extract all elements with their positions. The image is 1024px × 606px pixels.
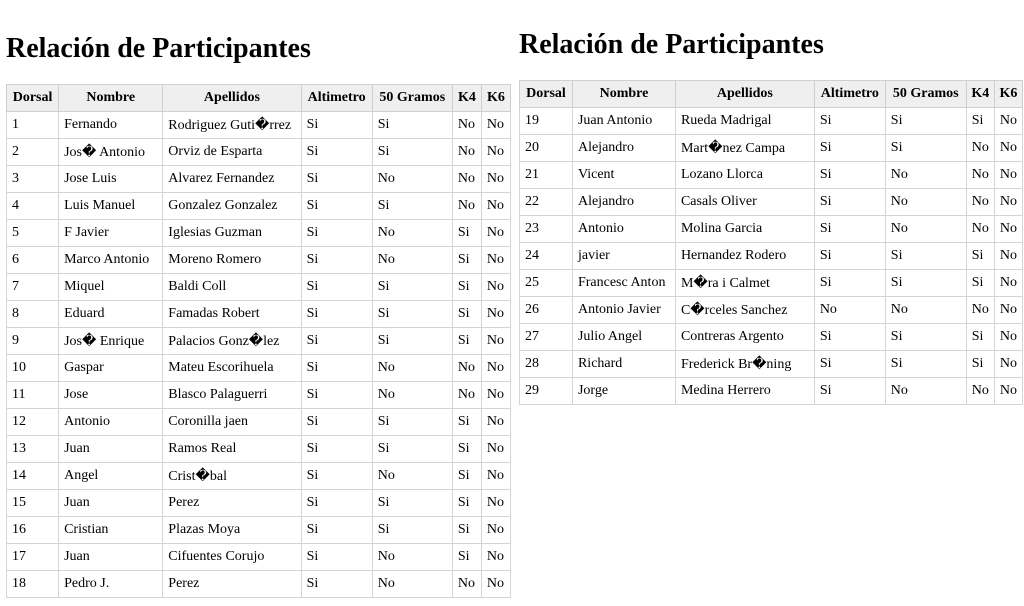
participants-panel-right	[519, 0, 1023, 405]
header-50-gramos: 50 Gramos	[885, 81, 966, 108]
cell-50-gramos: No	[885, 189, 966, 216]
cell-k6: No	[994, 135, 1022, 162]
cell-apellidos: Baldi Coll	[163, 274, 301, 301]
cell-altimetro: Si	[301, 355, 372, 382]
cell-nombre: Julio Angel	[572, 324, 675, 351]
cell-k4: Si	[452, 247, 481, 274]
cell-dorsal: 15	[7, 490, 59, 517]
cell-k4: Si	[452, 220, 481, 247]
cell-apellidos: Molina Garcia	[675, 216, 814, 243]
cell-dorsal: 13	[7, 436, 59, 463]
cell-50-gramos: No	[372, 382, 452, 409]
table-row	[7, 382, 511, 409]
table-row	[7, 166, 511, 193]
cell-nombre: Jose Luis	[59, 166, 163, 193]
cell-nombre: Richard	[572, 351, 675, 378]
table-row	[7, 517, 511, 544]
cell-50-gramos: No	[372, 166, 452, 193]
cell-dorsal: 9	[7, 328, 59, 355]
cell-k4: No	[452, 139, 481, 166]
cell-k6: No	[481, 166, 510, 193]
header-nombre: Nombre	[572, 81, 675, 108]
cell-k4: No	[966, 135, 994, 162]
cell-50-gramos: Si	[885, 324, 966, 351]
cell-dorsal: 27	[520, 324, 573, 351]
header-apellidos: Apellidos	[675, 81, 814, 108]
cell-k6: No	[994, 243, 1022, 270]
cell-k6: No	[994, 297, 1022, 324]
cell-altimetro: Si	[814, 243, 885, 270]
cell-nombre: Vicent	[572, 162, 675, 189]
cell-altimetro: Si	[301, 382, 372, 409]
cell-nombre: Gaspar	[59, 355, 163, 382]
cell-k6: No	[481, 220, 510, 247]
cell-altimetro: No	[814, 297, 885, 324]
table-row	[7, 112, 511, 139]
cell-50-gramos: Si	[372, 139, 452, 166]
cell-k4: Si	[452, 274, 481, 301]
table-row	[7, 436, 511, 463]
header-dorsal: Dorsal	[520, 81, 573, 108]
table-body	[7, 112, 511, 598]
cell-apellidos: Palacios Gonz�lez	[163, 328, 301, 355]
table-header-row	[7, 85, 511, 112]
cell-50-gramos: Si	[372, 301, 452, 328]
table-row	[520, 324, 1023, 351]
cell-dorsal: 3	[7, 166, 59, 193]
header-altimetro: Altimetro	[301, 85, 372, 112]
table-row	[7, 355, 511, 382]
cell-dorsal: 28	[520, 351, 573, 378]
cell-apellidos: Ramos Real	[163, 436, 301, 463]
table-row	[7, 301, 511, 328]
cell-k6: No	[994, 108, 1022, 135]
cell-altimetro: Si	[301, 247, 372, 274]
cell-altimetro: Si	[301, 463, 372, 490]
cell-apellidos: C�rceles Sanchez	[675, 297, 814, 324]
cell-apellidos: Lozano Llorca	[675, 162, 814, 189]
cell-apellidos: M�ra i Calmet	[675, 270, 814, 297]
table-row	[520, 216, 1023, 243]
cell-altimetro: Si	[301, 193, 372, 220]
cell-altimetro: Si	[814, 324, 885, 351]
cell-nombre: javier	[572, 243, 675, 270]
cell-nombre: Juan	[59, 490, 163, 517]
table-row	[7, 544, 511, 571]
cell-altimetro: Si	[814, 162, 885, 189]
cell-k4: Si	[452, 409, 481, 436]
cell-altimetro: Si	[814, 216, 885, 243]
cell-k4: No	[966, 297, 994, 324]
cell-dorsal: 26	[520, 297, 573, 324]
table-header-row	[520, 81, 1023, 108]
cell-altimetro: Si	[814, 189, 885, 216]
cell-dorsal: 12	[7, 409, 59, 436]
cell-k6: No	[994, 162, 1022, 189]
cell-altimetro: Si	[301, 571, 372, 598]
cell-dorsal: 16	[7, 517, 59, 544]
cell-k6: No	[481, 301, 510, 328]
cell-apellidos: Perez	[163, 571, 301, 598]
cell-altimetro: Si	[814, 378, 885, 405]
cell-altimetro: Si	[301, 112, 372, 139]
table-row	[7, 328, 511, 355]
cell-apellidos: Mart�nez Campa	[675, 135, 814, 162]
cell-50-gramos: No	[372, 544, 452, 571]
header-k6: K6	[994, 81, 1022, 108]
cell-apellidos: Plazas Moya	[163, 517, 301, 544]
cell-nombre: F Javier	[59, 220, 163, 247]
cell-50-gramos: Si	[372, 193, 452, 220]
table-row	[7, 463, 511, 490]
cell-altimetro: Si	[814, 270, 885, 297]
cell-k6: No	[481, 328, 510, 355]
cell-altimetro: Si	[301, 328, 372, 355]
table-row	[520, 378, 1023, 405]
cell-k6: No	[994, 189, 1022, 216]
cell-altimetro: Si	[301, 220, 372, 247]
header-altimetro: Altimetro	[814, 81, 885, 108]
cell-k6: No	[481, 571, 510, 598]
cell-nombre: Juan	[59, 436, 163, 463]
cell-apellidos: Frederick Br�ning	[675, 351, 814, 378]
cell-nombre: Marco Antonio	[59, 247, 163, 274]
cell-nombre: Alejandro	[572, 135, 675, 162]
cell-nombre: Jos� Antonio	[59, 139, 163, 166]
cell-50-gramos: No	[372, 247, 452, 274]
cell-nombre: Luis Manuel	[59, 193, 163, 220]
cell-k6: No	[481, 463, 510, 490]
cell-k4: No	[966, 378, 994, 405]
cell-50-gramos: Si	[372, 112, 452, 139]
participants-table	[6, 84, 511, 598]
cell-50-gramos: No	[885, 297, 966, 324]
cell-apellidos: Gonzalez Gonzalez	[163, 193, 301, 220]
cell-nombre: Jos� Enrique	[59, 328, 163, 355]
cell-50-gramos: No	[885, 216, 966, 243]
cell-50-gramos: Si	[885, 108, 966, 135]
cell-50-gramos: Si	[372, 328, 452, 355]
table-row	[7, 274, 511, 301]
table-row	[520, 243, 1023, 270]
cell-50-gramos: No	[885, 162, 966, 189]
cell-altimetro: Si	[301, 301, 372, 328]
cell-nombre: Juan Antonio	[572, 108, 675, 135]
cell-altimetro: Si	[301, 166, 372, 193]
cell-k4: No	[452, 382, 481, 409]
cell-dorsal: 22	[520, 189, 573, 216]
cell-k4: Si	[452, 301, 481, 328]
header-dorsal: Dorsal	[7, 85, 59, 112]
cell-50-gramos: No	[885, 378, 966, 405]
cell-dorsal: 4	[7, 193, 59, 220]
cell-50-gramos: Si	[372, 274, 452, 301]
cell-dorsal: 10	[7, 355, 59, 382]
table-row	[520, 297, 1023, 324]
cell-dorsal: 7	[7, 274, 59, 301]
participants-table	[519, 80, 1023, 405]
participants-panel-left	[6, 0, 511, 598]
cell-k4: No	[452, 166, 481, 193]
header-k4: K4	[966, 81, 994, 108]
header-k4: K4	[452, 85, 481, 112]
header-apellidos: Apellidos	[163, 85, 301, 112]
table-row	[520, 351, 1023, 378]
cell-altimetro: Si	[814, 351, 885, 378]
cell-k6: No	[481, 193, 510, 220]
table-body	[520, 108, 1023, 405]
table-row	[7, 247, 511, 274]
cell-50-gramos: No	[372, 571, 452, 598]
header-50-gramos: 50 Gramos	[372, 85, 452, 112]
cell-50-gramos: Si	[885, 270, 966, 297]
cell-dorsal: 29	[520, 378, 573, 405]
cell-altimetro: Si	[301, 490, 372, 517]
cell-k4: No	[966, 189, 994, 216]
cell-50-gramos: Si	[885, 351, 966, 378]
cell-apellidos: Coronilla jaen	[163, 409, 301, 436]
cell-k6: No	[994, 216, 1022, 243]
header-k6: K6	[481, 85, 510, 112]
cell-altimetro: Si	[301, 139, 372, 166]
cell-nombre: Antonio	[59, 409, 163, 436]
cell-k6: No	[481, 544, 510, 571]
table-row	[7, 139, 511, 166]
table-row	[7, 220, 511, 247]
cell-k6: No	[481, 112, 510, 139]
cell-dorsal: 17	[7, 544, 59, 571]
cell-nombre: Francesc Anton	[572, 270, 675, 297]
cell-k4: No	[452, 355, 481, 382]
cell-k4: Si	[452, 490, 481, 517]
cell-k4: No	[452, 193, 481, 220]
cell-k4: Si	[966, 351, 994, 378]
cell-k6: No	[481, 139, 510, 166]
cell-k6: No	[481, 490, 510, 517]
cell-50-gramos: No	[372, 355, 452, 382]
cell-50-gramos: Si	[885, 243, 966, 270]
cell-k6: No	[481, 382, 510, 409]
cell-nombre: Jorge	[572, 378, 675, 405]
cell-k4: Si	[452, 463, 481, 490]
cell-k6: No	[481, 409, 510, 436]
cell-k4: Si	[966, 243, 994, 270]
cell-apellidos: Cifuentes Corujo	[163, 544, 301, 571]
cell-apellidos: Moreno Romero	[163, 247, 301, 274]
cell-dorsal: 19	[520, 108, 573, 135]
cell-nombre: Fernando	[59, 112, 163, 139]
cell-50-gramos: Si	[372, 436, 452, 463]
header-nombre: Nombre	[59, 85, 163, 112]
cell-nombre: Jose	[59, 382, 163, 409]
cell-50-gramos: Si	[372, 490, 452, 517]
cell-nombre: Eduard	[59, 301, 163, 328]
cell-dorsal: 14	[7, 463, 59, 490]
cell-apellidos: Rueda Madrigal	[675, 108, 814, 135]
cell-50-gramos: No	[372, 220, 452, 247]
cell-dorsal: 5	[7, 220, 59, 247]
cell-k4: Si	[966, 270, 994, 297]
cell-dorsal: 18	[7, 571, 59, 598]
cell-50-gramos: Si	[372, 517, 452, 544]
cell-k4: Si	[452, 517, 481, 544]
cell-k6: No	[994, 270, 1022, 297]
cell-dorsal: 8	[7, 301, 59, 328]
cell-altimetro: Si	[301, 436, 372, 463]
cell-nombre: Antonio Javier	[572, 297, 675, 324]
cell-dorsal: 2	[7, 139, 59, 166]
page-title: Relación de Participantes	[519, 29, 824, 60]
table-row	[7, 490, 511, 517]
cell-k4: Si	[452, 436, 481, 463]
cell-nombre: Alejandro	[572, 189, 675, 216]
cell-dorsal: 1	[7, 112, 59, 139]
cell-apellidos: Casals Oliver	[675, 189, 814, 216]
cell-k6: No	[481, 247, 510, 274]
cell-apellidos: Rodriguez Guti�rrez	[163, 112, 301, 139]
cell-apellidos: Alvarez Fernandez	[163, 166, 301, 193]
cell-altimetro: Si	[301, 544, 372, 571]
cell-apellidos: Iglesias Guzman	[163, 220, 301, 247]
table-row	[520, 108, 1023, 135]
cell-50-gramos: Si	[372, 409, 452, 436]
cell-nombre: Antonio	[572, 216, 675, 243]
cell-altimetro: Si	[814, 108, 885, 135]
cell-dorsal: 23	[520, 216, 573, 243]
cell-nombre: Pedro J.	[59, 571, 163, 598]
cell-k4: Si	[966, 324, 994, 351]
cell-k6: No	[481, 436, 510, 463]
table-row	[520, 135, 1023, 162]
cell-dorsal: 11	[7, 382, 59, 409]
cell-altimetro: Si	[814, 135, 885, 162]
cell-50-gramos: Si	[885, 135, 966, 162]
cell-apellidos: Medina Herrero	[675, 378, 814, 405]
cell-apellidos: Crist�bal	[163, 463, 301, 490]
page-title: Relación de Participantes	[6, 33, 311, 64]
cell-apellidos: Blasco Palaguerri	[163, 382, 301, 409]
cell-dorsal: 25	[520, 270, 573, 297]
cell-dorsal: 20	[520, 135, 573, 162]
cell-apellidos: Famadas Robert	[163, 301, 301, 328]
cell-k6: No	[994, 351, 1022, 378]
cell-k4: No	[966, 162, 994, 189]
cell-k4: No	[452, 112, 481, 139]
cell-nombre: Juan	[59, 544, 163, 571]
cell-apellidos: Mateu Escorihuela	[163, 355, 301, 382]
cell-k6: No	[481, 274, 510, 301]
cell-k6: No	[994, 324, 1022, 351]
cell-k6: No	[994, 378, 1022, 405]
table-row	[520, 270, 1023, 297]
cell-altimetro: Si	[301, 274, 372, 301]
table-row	[7, 409, 511, 436]
cell-altimetro: Si	[301, 409, 372, 436]
table-row	[520, 189, 1023, 216]
cell-dorsal: 21	[520, 162, 573, 189]
cell-apellidos: Hernandez Rodero	[675, 243, 814, 270]
table-row	[7, 193, 511, 220]
cell-k4: No	[452, 571, 481, 598]
cell-apellidos: Perez	[163, 490, 301, 517]
cell-k6: No	[481, 355, 510, 382]
cell-nombre: Miquel	[59, 274, 163, 301]
cell-apellidos: Contreras Argento	[675, 324, 814, 351]
cell-50-gramos: No	[372, 463, 452, 490]
cell-nombre: Angel	[59, 463, 163, 490]
cell-dorsal: 24	[520, 243, 573, 270]
cell-apellidos: Orviz de Esparta	[163, 139, 301, 166]
cell-dorsal: 6	[7, 247, 59, 274]
cell-nombre: Cristian	[59, 517, 163, 544]
table-row	[7, 571, 511, 598]
cell-k4: No	[966, 216, 994, 243]
cell-k4: Si	[452, 328, 481, 355]
cell-k4: Si	[966, 108, 994, 135]
table-row	[520, 162, 1023, 189]
cell-altimetro: Si	[301, 517, 372, 544]
cell-k4: Si	[452, 544, 481, 571]
cell-k6: No	[481, 517, 510, 544]
